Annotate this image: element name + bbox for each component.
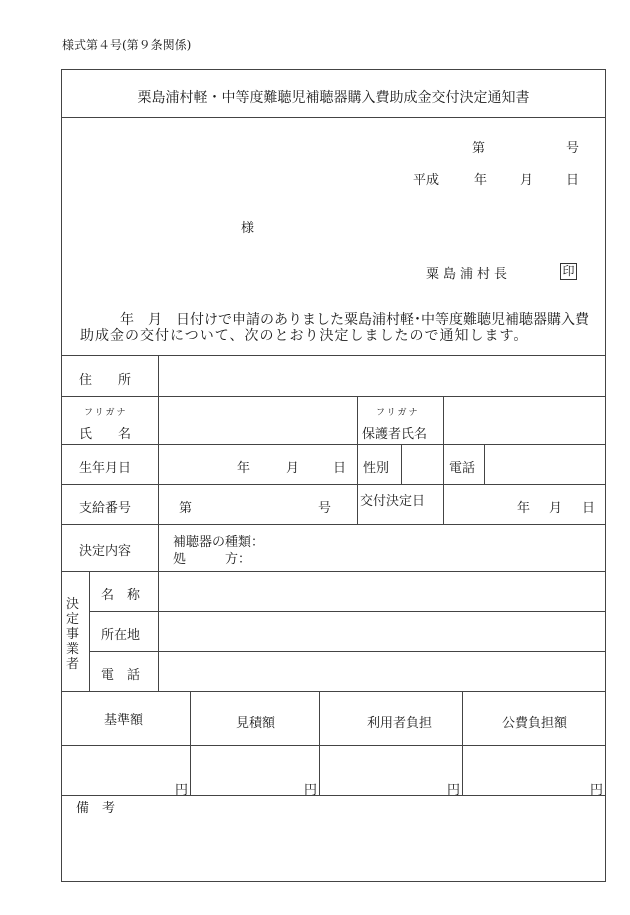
label-remarks: 備 考 <box>76 801 116 816</box>
label-phone: 電話 <box>449 461 476 476</box>
label-gender: 性別 <box>363 461 390 476</box>
label-furigana: フリガナ <box>84 408 128 418</box>
amount-unit-public: 円 <box>590 783 604 798</box>
date-year: 年 <box>474 173 488 188</box>
amount-unit-user: 円 <box>447 783 461 798</box>
payment-no-prefix: 第 <box>179 501 193 516</box>
addressee-suffix: 様 <box>241 221 255 236</box>
birth-day: 日 <box>333 461 347 476</box>
col-guardian <box>443 396 444 524</box>
date-month: 月 <box>520 173 534 188</box>
col-amount-2 <box>319 691 320 795</box>
decision-month: 月 <box>549 501 563 516</box>
rule-amount-values <box>61 795 606 796</box>
rule-biz-phone <box>61 691 606 692</box>
rule-biz-loc <box>89 651 606 652</box>
seal-mark: 印 <box>560 263 577 280</box>
col-amount-1 <box>190 691 191 795</box>
birth-year: 年 <box>237 461 251 476</box>
col-mid <box>357 396 358 524</box>
label-guardian-name: 保護者氏名 <box>362 427 428 442</box>
rule-decision <box>61 571 606 572</box>
col-amount-3 <box>462 691 463 795</box>
rule-name <box>61 444 606 445</box>
doc-number-suffix: 号 <box>566 141 580 156</box>
notice-line-1: 年 月 日付けで申請のありました粟島浦村軽･中等度難聴児補聴器購入費 <box>120 312 589 328</box>
amount-header-public: 公費負担額 <box>502 716 568 731</box>
label-payment-no: 支給番号 <box>79 501 132 516</box>
amount-unit-estimate: 円 <box>304 783 318 798</box>
label-decision-date: 交付決定日 <box>360 494 426 509</box>
rule-birth <box>61 484 606 485</box>
amount-unit-base: 円 <box>175 783 189 798</box>
label-business-group: 決定事業者 <box>66 597 80 672</box>
col-gender <box>401 444 402 484</box>
label-business-name: 名 称 <box>101 588 141 603</box>
hearing-aid-type-label: 補聴器の種類： <box>173 535 265 550</box>
col-phone <box>484 444 485 484</box>
rule-title <box>61 117 606 118</box>
label-guardian-furigana: フリガナ <box>376 408 420 418</box>
notice-line-2: 助成金の交付について、次のとおり決定しましたので通知します。 <box>80 328 529 344</box>
label-address: 住 所 <box>79 373 132 388</box>
col-biz-group <box>89 571 90 691</box>
decision-year: 年 <box>517 501 531 516</box>
date-era: 平成 <box>413 173 440 188</box>
amount-header-estimate: 見積額 <box>236 716 276 731</box>
decision-day: 日 <box>582 501 596 516</box>
label-decision-content: 決定内容 <box>79 544 132 559</box>
rule-biz-name <box>89 611 606 612</box>
issuer-name: 粟島浦村長 <box>426 267 512 282</box>
label-business-phone: 電 話 <box>101 668 141 683</box>
label-name: 氏 名 <box>79 427 132 442</box>
rule-payment <box>61 524 606 525</box>
payment-no-suffix: 号 <box>318 501 332 516</box>
form-label: 様式第４号(第９条関係) <box>62 38 192 52</box>
document-title: 栗島浦村軽・中等度難聴児補聴器購入費助成金交付決定通知書 <box>137 90 530 106</box>
rule-address <box>61 396 606 397</box>
label-birthdate: 生年月日 <box>79 461 132 476</box>
doc-number-prefix: 第 <box>472 141 486 156</box>
label-business-location: 所在地 <box>101 628 141 643</box>
amount-header-base: 基準額 <box>104 713 144 728</box>
notice-body <box>78 312 603 344</box>
rule-amount-header <box>61 745 606 746</box>
amount-header-user: 利用者負担 <box>367 716 433 731</box>
col-label-main <box>158 355 159 691</box>
birth-month: 月 <box>286 461 300 476</box>
date-day: 日 <box>566 173 580 188</box>
rule-intro <box>61 355 606 356</box>
prescription-label: 処 方： <box>173 552 252 567</box>
